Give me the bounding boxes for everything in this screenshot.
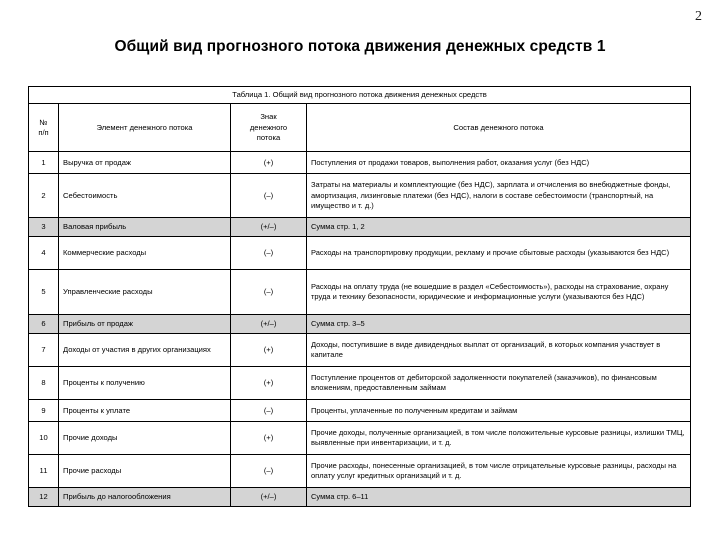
table-row — [29, 422, 691, 455]
row-sign: (+) — [231, 152, 307, 174]
row-number: 1 — [29, 152, 59, 174]
row-sign: (+) — [231, 334, 307, 367]
row-composition: Расходы на транспортировку продукции, рекламу и прочие сбытовые расходы (указываются без НДС) — [307, 237, 691, 270]
row-sign: (–) — [231, 237, 307, 270]
row-number: 8 — [29, 367, 59, 400]
row-number: 9 — [29, 400, 59, 422]
row-composition: Проценты, уплаченные по полученным кредитам и займам — [307, 400, 691, 422]
row-composition: Прочие расходы, понесенные организацией, в том числе отрицательные курсовые разницы, расходы на оплату услуг кредитных организаций и т. д. — [307, 455, 691, 488]
row-number: 3 — [29, 218, 59, 237]
page-number: 2 — [695, 9, 702, 24]
row-sign: (–) — [231, 400, 307, 422]
page-title: Общий вид прогнозного потока движения денежных средств 1 — [114, 38, 606, 55]
row-number: 6 — [29, 315, 59, 334]
row-composition: Доходы, поступившие в виде дивидендных выплат от организаций, в которых компания участвует в капитале — [307, 334, 691, 367]
column-header-sign — [231, 104, 307, 152]
cash-flow-table — [28, 86, 691, 507]
row-element: Коммерческие расходы — [59, 237, 231, 270]
row-number: 4 — [29, 237, 59, 270]
row-element: Прибыль до налогообложения — [59, 488, 231, 507]
row-number: 2 — [29, 174, 59, 218]
row-composition: Сумма стр. 6–11 — [307, 488, 691, 507]
table-caption: Таблица 1. Общий вид прогнозного потока движения денежных средств — [29, 87, 691, 104]
row-composition: Сумма стр. 1, 2 — [307, 218, 691, 237]
row-element: Выручка от продаж — [59, 152, 231, 174]
table-row — [29, 218, 691, 237]
table-row — [29, 152, 691, 174]
row-composition: Поступление процентов от дебиторской задолженности покупателей (заказчиков), по финансовым вложениям, предоставленным займам — [307, 367, 691, 400]
row-sign: (+/–) — [231, 218, 307, 237]
row-sign: (+) — [231, 367, 307, 400]
table-row — [29, 367, 691, 400]
row-number: 12 — [29, 488, 59, 507]
column-header-element: Элемент денежного потока — [59, 104, 231, 152]
column-header-number-line1: № — [39, 117, 48, 127]
row-sign: (+/–) — [231, 315, 307, 334]
row-sign: (–) — [231, 174, 307, 218]
row-number: 7 — [29, 334, 59, 367]
row-sign: (+/–) — [231, 488, 307, 507]
table-row — [29, 270, 691, 315]
row-composition: Прочие доходы, полученные организацией, в том числе положительные курсовые разницы, излишки ТМЦ, выявленные при инвентаризации, и т. д. — [307, 422, 691, 455]
table-caption-row — [29, 87, 691, 104]
column-header-composition: Состав денежного потока — [307, 104, 691, 152]
row-element: Прибыль от продаж — [59, 315, 231, 334]
row-element: Себестоимость — [59, 174, 231, 218]
row-sign: (–) — [231, 455, 307, 488]
table-row — [29, 174, 691, 218]
table-row — [29, 315, 691, 334]
table-body — [29, 87, 691, 507]
row-composition: Сумма стр. 3–5 — [307, 315, 691, 334]
column-header-sign-line2: денежного — [249, 122, 288, 132]
table-row — [29, 400, 691, 422]
row-composition: Расходы на оплату труда (не вошедшие в раздел «Себестоимость»), расходы на страхование, охрану труда и технику безопасности, юридические и информационные услуги (указываются без НДС) — [307, 270, 691, 315]
row-element: Доходы от участия в других организациях — [59, 334, 231, 367]
column-header-number — [29, 104, 59, 152]
row-element: Проценты к уплате — [59, 400, 231, 422]
table-row — [29, 488, 691, 507]
row-number: 10 — [29, 422, 59, 455]
row-element: Валовая прибыль — [59, 218, 231, 237]
column-header-sign-line3: потока — [256, 133, 281, 143]
row-number: 5 — [29, 270, 59, 315]
row-composition: Поступления от продажи товаров, выполнения работ, оказания услуг (без НДС) — [307, 152, 691, 174]
row-element: Проценты к получению — [59, 367, 231, 400]
row-element: Прочие доходы — [59, 422, 231, 455]
table-row — [29, 237, 691, 270]
column-header-number-line2: п/п — [38, 127, 49, 137]
cash-flow-table-container — [28, 86, 690, 507]
row-number: 11 — [29, 455, 59, 488]
row-composition: Затраты на материалы и комплектующие (без НДС), зарплата и отчисления во внебюджетные фонды, амортизация, лизинговые платежи (без НДС), налоги в составе себестоимости (транспортный, на имущество и т. д.) — [307, 174, 691, 218]
row-sign: (–) — [231, 270, 307, 315]
row-sign: (+) — [231, 422, 307, 455]
row-element: Прочие расходы — [59, 455, 231, 488]
row-element: Управленческие расходы — [59, 270, 231, 315]
table-row — [29, 455, 691, 488]
table-row — [29, 334, 691, 367]
table-header-row — [29, 104, 691, 152]
column-header-sign-line1: Знак — [260, 112, 277, 122]
